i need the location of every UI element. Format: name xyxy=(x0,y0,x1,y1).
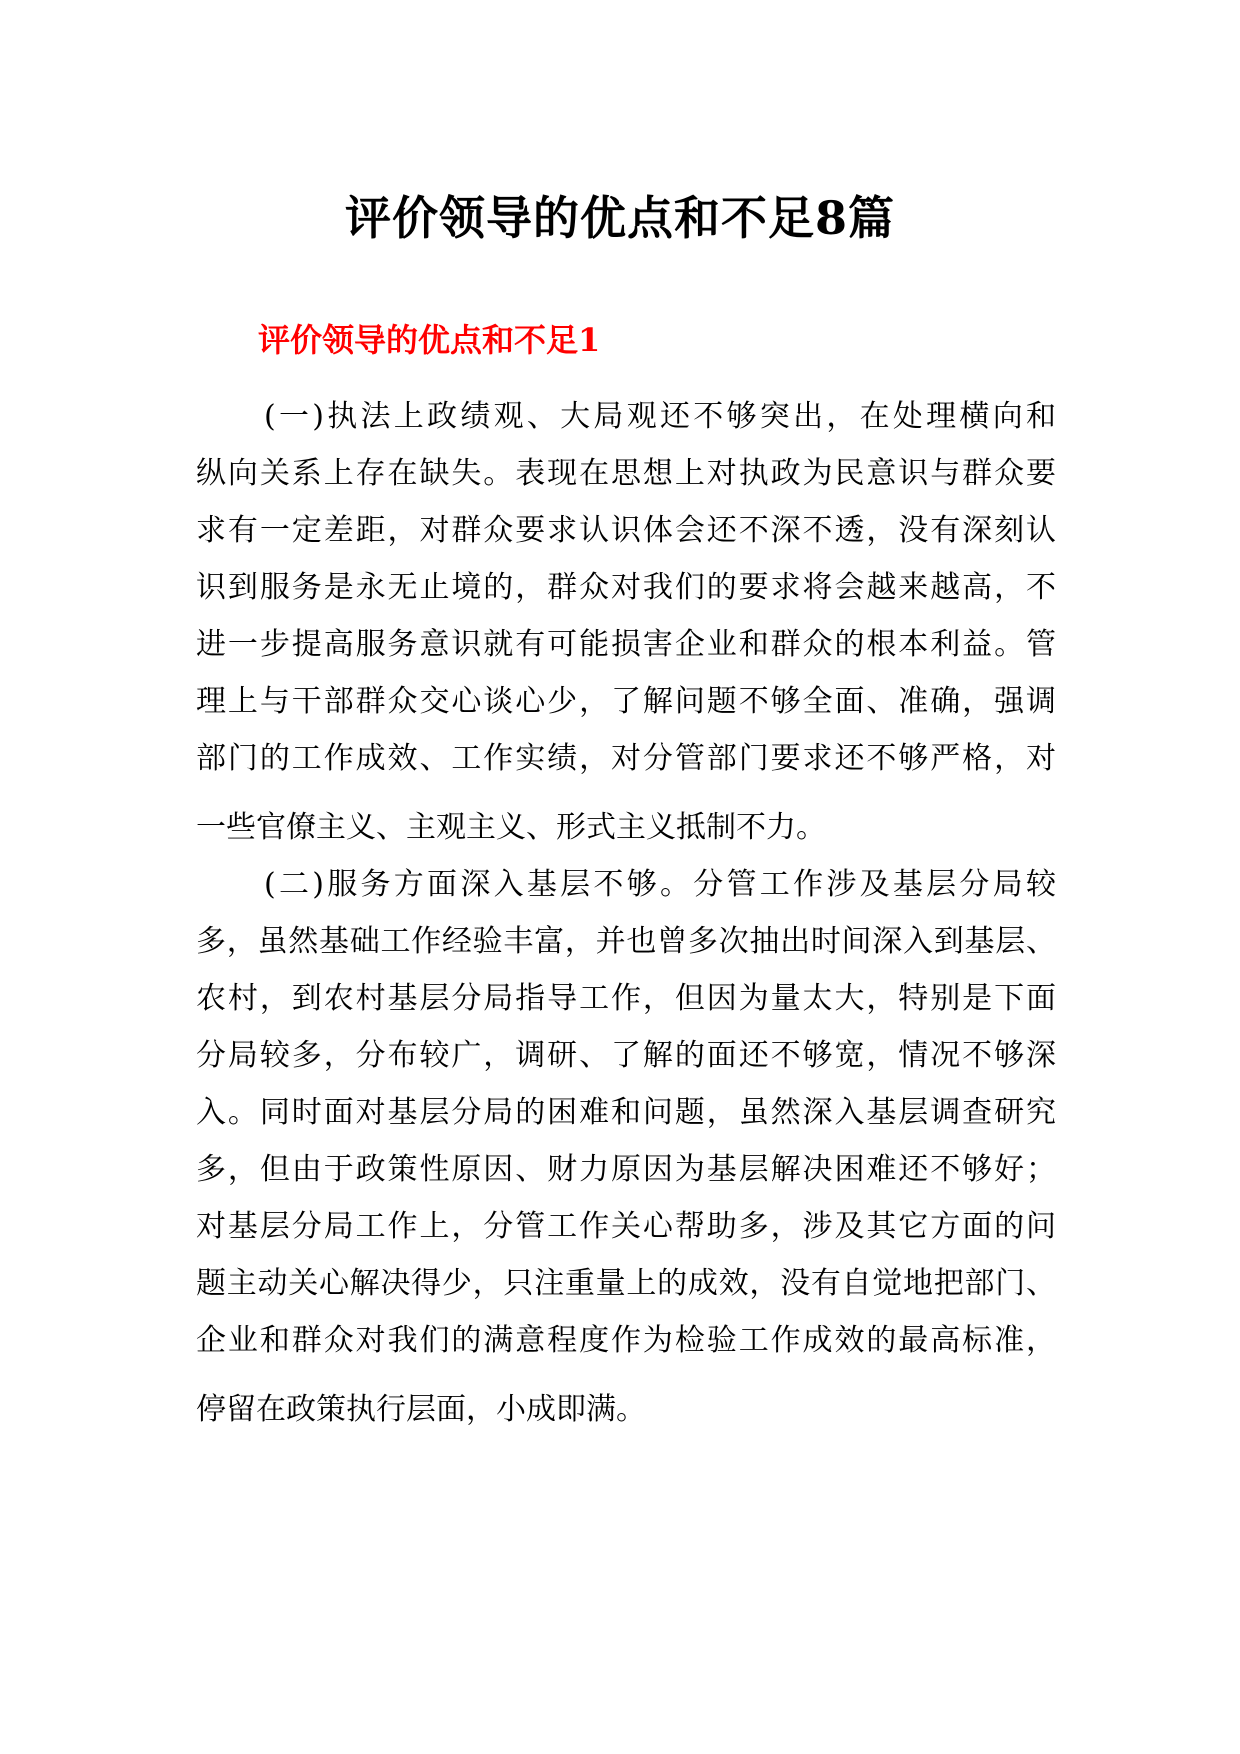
paragraph-line: (二)服务方面深入基层不够。分管工作涉及基层分局较 xyxy=(264,867,1056,902)
paragraph-line: 停留在政策执行层面，小成即满。 xyxy=(196,1392,646,1427)
paragraph-line: 部门的工作成效、工作实绩，对分管部门要求还不够严格，对 xyxy=(196,741,1056,776)
paragraph-line: (一)执法上政绩观、大局观还不够突出，在处理横向和 xyxy=(264,399,1056,434)
paragraph-line: 多，虽然基础工作经验丰富，并也曾多次抽出时间深入到基层、 xyxy=(196,924,1056,959)
paragraph-line: 求有一定差距，对群众要求认识体会还不深不透，没有深刻认 xyxy=(196,513,1056,548)
section-heading: 评价领导的优点和不足1 xyxy=(258,321,601,359)
paragraph-line: 一些官僚主义、主观主义、形式主义抵制不力。 xyxy=(196,810,826,845)
document-title: 评价领导的优点和不足8篇 xyxy=(344,191,895,245)
paragraph-1 xyxy=(196,388,1056,856)
paragraph-line: 企业和群众对我们的满意程度作为检验工作成效的最高标准， xyxy=(196,1323,1056,1358)
paragraph-line: 理上与干部群众交心谈心少，了解问题不够全面、准确，强调 xyxy=(196,684,1056,719)
paragraph-2 xyxy=(196,856,1056,1438)
paragraph-line: 农村，到农村基层分局指导工作，但因为量太大，特别是下面 xyxy=(196,981,1056,1016)
paragraph-line: 纵向关系上存在缺失。表现在思想上对执政为民意识与群众要 xyxy=(196,456,1056,491)
paragraph-line: 题主动关心解决得少，只注重量上的成效，没有自觉地把部门、 xyxy=(196,1266,1056,1301)
paragraph-line: 进一步提高服务意识就有可能损害企业和群众的根本利益。管 xyxy=(196,627,1056,662)
paragraph-line: 识到服务是永无止境的，群众对我们的要求将会越来越高，不 xyxy=(196,570,1056,605)
paragraph-line: 入。同时面对基层分局的困难和问题，虽然深入基层调查研究 xyxy=(196,1095,1056,1130)
paragraph-line: 对基层分局工作上，分管工作关心帮助多，涉及其它方面的问 xyxy=(196,1209,1056,1244)
paragraph-line: 多，但由于政策性原因、财力原因为基层解决困难还不够好； xyxy=(196,1152,1056,1187)
paragraph-line: 分局较多，分布较广，调研、了解的面还不够宽，情况不够深 xyxy=(196,1038,1056,1073)
